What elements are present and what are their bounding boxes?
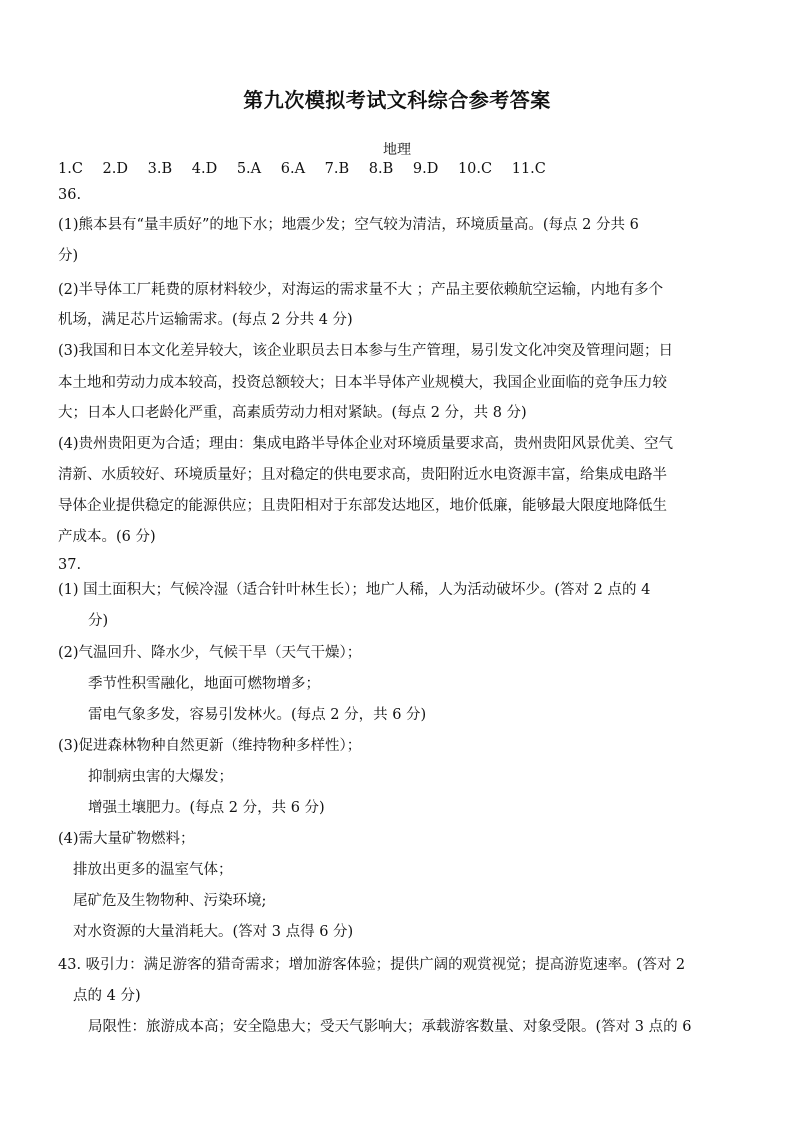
choice-answer: 5.A bbox=[236, 161, 262, 177]
choice-answer: 11.C bbox=[511, 161, 546, 177]
choice-answer: 1.C bbox=[58, 161, 83, 177]
choice-answers bbox=[58, 159, 561, 179]
choice-answer: 2.D bbox=[102, 161, 129, 177]
answer-line: 本土地和劳动力成本较高，投资总额较大；日本半导体产业规模大，我国企业面临的竞争压力较 bbox=[58, 375, 667, 391]
answer-line: 抑制病虫害的大爆发； bbox=[88, 769, 233, 785]
question-number: 37. bbox=[58, 557, 82, 573]
answer-line: 雷电气象多发，容易引发林火。(每点 2 分，共 6 分) bbox=[88, 707, 427, 723]
answer-line: 增强土壤肥力。(每点 2 分，共 6 分) bbox=[88, 800, 325, 816]
question-number: 36. bbox=[58, 187, 82, 203]
answer-line: 对水资源的大量消耗大。(答对 3 点得 6 分) bbox=[73, 924, 354, 940]
answer-line: (1) 国土面积大；气候冷湿（适合针叶林生长）；地广人稀，人为活动破坏少。(答对 2 点的 4 bbox=[58, 582, 651, 598]
answer-line: 排放出更多的温室气体； bbox=[73, 862, 233, 878]
choice-answer: 10.C bbox=[457, 161, 493, 177]
answer-line: 局限性：旅游成本高；安全隐患大；受天气影响大；承载游客数量、对象受限。(答对 3 点的 6 bbox=[88, 1019, 692, 1035]
answer-line: 导体企业提供稳定的能源供应；且贵阳相对于东部发达地区，地价低廉，能够最大限度地降低生 bbox=[58, 498, 667, 514]
answer-line: 机场，满足芯片运输需求。(每点 2 分共 4 分) bbox=[58, 312, 353, 328]
choice-answer: 6.A bbox=[280, 161, 306, 177]
subject-heading: 地理 bbox=[383, 142, 411, 158]
answer-line: 点的 4 分) bbox=[73, 988, 141, 1004]
answer-line: (4)需大量矿物燃料； bbox=[58, 831, 195, 847]
choice-answer: 9.D bbox=[412, 161, 439, 177]
answer-line: 分) bbox=[88, 613, 109, 629]
answer-line: 季节性积雪融化，地面可燃物增多； bbox=[88, 676, 320, 692]
choice-answer: 4.D bbox=[191, 161, 218, 177]
page-title: 第九次模拟考试文科综合参考答案 bbox=[243, 88, 551, 112]
answer-line: 大；日本人口老龄化严重，高素质劳动力相对紧缺。(每点 2 分，共 8 分) bbox=[58, 405, 527, 421]
answer-line: 尾矿危及生物物种、污染环境; bbox=[73, 893, 267, 909]
answer-line: 分) bbox=[58, 248, 79, 264]
answer-line: (2)气温回升、降水少，气候干旱（天气干燥）； bbox=[58, 645, 362, 661]
answer-line: 产成本。(6 分) bbox=[58, 529, 156, 545]
choice-answer: 3.B bbox=[147, 161, 173, 177]
answer-line: (1)熊本县有“量丰质好”的地下水；地震少发；空气较为清洁，环境质量高。(每点 2 分共 6 bbox=[58, 217, 639, 233]
answer-line: (3)我国和日本文化差异较大，该企业职员去日本参与生产管理，易引发文化冲突及管理问题；日 bbox=[58, 343, 674, 359]
answer-line: (2)半导体工厂耗费的原材料较少，对海运的需求量不大 ；产品主要依赖航空运输，内地有多个 bbox=[58, 282, 664, 298]
answer-line: (3)促进森林物种自然更新（维持物种多样性）； bbox=[58, 738, 362, 754]
answer-line: 清新、水质较好、环境质量好；且对稳定的供电要求高，贵阳附近水电资源丰富，给集成电路半 bbox=[58, 467, 667, 483]
choice-answer: 8.B bbox=[368, 161, 394, 177]
answer-line: (4)贵州贵阳更为合适；理由：集成电路半导体企业对环境质量要求高，贵州贵阳风景优美、空气 bbox=[58, 436, 674, 452]
answer-line: 43. 吸引力：满足游客的猎奇需求；增加游客体验；提供广阔的观赏视觉；提高游览速率。(答对 2 bbox=[58, 957, 686, 973]
choice-answer: 7.B bbox=[324, 161, 350, 177]
